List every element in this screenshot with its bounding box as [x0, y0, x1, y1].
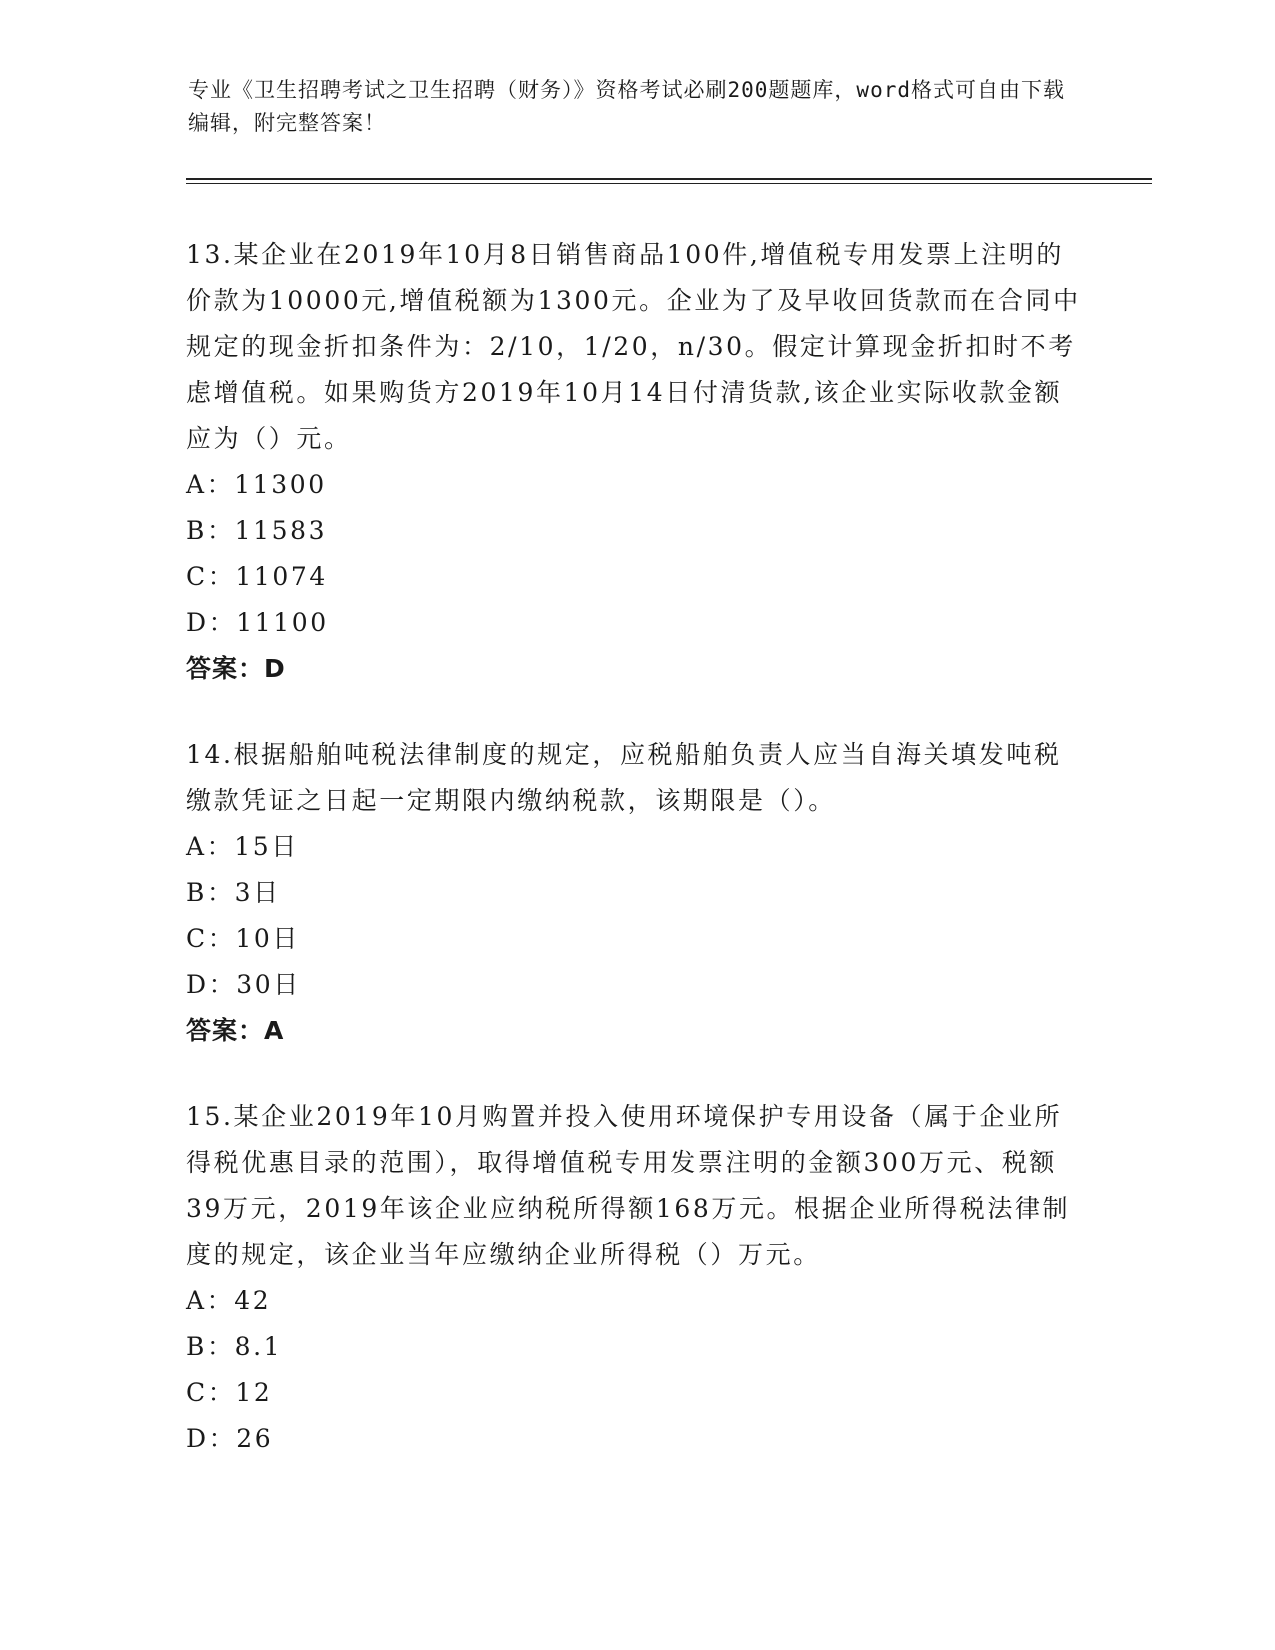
option-a: A：42: [186, 1286, 272, 1315]
document-header: 专业《卫生招聘考试之卫生招聘（财务）》资格考试必刷200题题库，word格式可自由下载编辑，附完整答案！: [188, 78, 1065, 135]
option-c: C：11074: [186, 562, 328, 591]
header-divider-thin: [186, 183, 1152, 184]
option-list: [186, 1278, 1086, 1462]
header-divider-thick: [186, 178, 1152, 180]
option-b: B：8.1: [186, 1332, 283, 1361]
option-d: D：30日: [186, 970, 301, 999]
question-list: [186, 232, 1086, 1502]
option-d: D：26: [186, 1424, 274, 1453]
option-a: A：11300: [186, 470, 327, 499]
question-15: [186, 1094, 1086, 1462]
answer-line: 答案：A: [186, 1016, 285, 1045]
option-b: B：3日: [186, 878, 281, 907]
option-a: A：15日: [186, 832, 299, 861]
answer-line: 答案：D: [186, 654, 286, 683]
option-c: C：10日: [186, 924, 300, 953]
option-c: C：12: [186, 1378, 273, 1407]
option-d: D：11100: [186, 608, 329, 637]
option-list: [186, 824, 1086, 1008]
option-list: [186, 462, 1086, 646]
option-b: B：11583: [186, 516, 328, 545]
question-13: [186, 232, 1086, 692]
question-stem: 14.根据船舶吨税法律制度的规定，应税船舶负责人应当自海关填发吨税缴款凭证之日起一定期限内缴纳税款，该期限是（）。: [186, 740, 1062, 815]
question-stem: 15.某企业2019年10月购置并投入使用环境保护专用设备（属于企业所得税优惠目录的范围），取得增值税专用发票注明的金额300万元、税额39万元，2019年该企业应纳税所得额168万元。根据企业所得税法律制度的规定，该企业当年应缴纳企业所得税（）万元。: [186, 1102, 1071, 1269]
question-14: [186, 732, 1086, 1054]
question-stem: 13.某企业在2019年10月8日销售商品100件,增值税专用发票上注明的价款为10000元,增值税额为1300元。企业为了及早收回货款而在合同中规定的现金折扣条件为：2/10，1/20，n/30。假定计算现金折扣时不考虑增值税。如果购货方2019年10月14日付清货款,该企业实际收款金额应为（）元。: [186, 240, 1081, 453]
